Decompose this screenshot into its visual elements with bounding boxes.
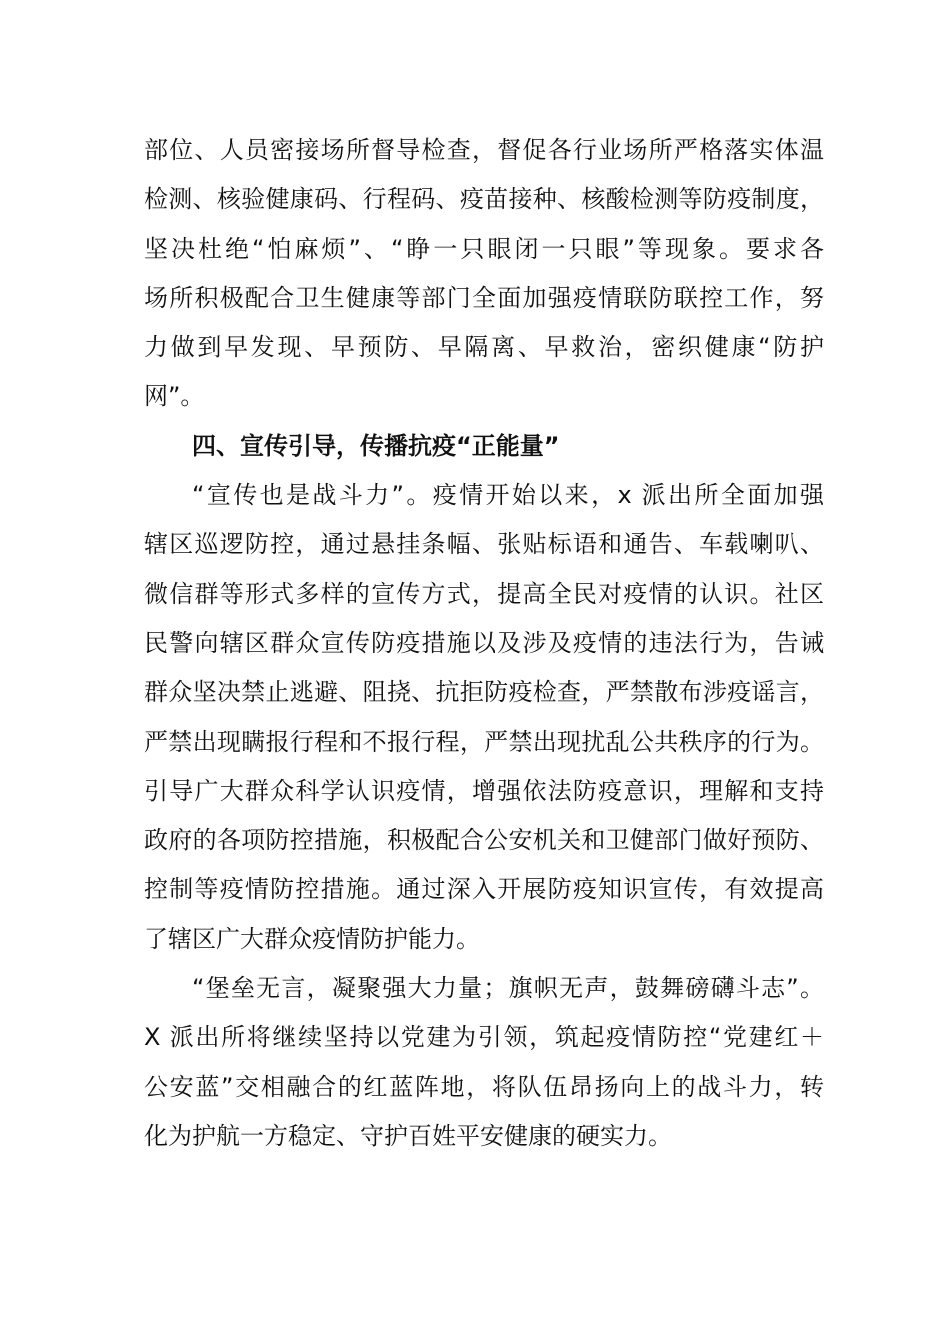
paragraph-line: “堡垒无言，凝聚强大力量；旗帜无声，鼓舞磅礴斗志”。 — [192, 974, 824, 1003]
paragraph-line: “宣传也是战斗力”。疫情开始以来，x 派出所全面加强 — [192, 481, 824, 510]
paragraph-line: 部位、人员密接场所督导检查，督促各行业场所严格落实体温 — [144, 136, 824, 164]
section-heading: 四、宣传引导，传播抗疫“正能量” — [192, 431, 560, 460]
paragraph-line: X 派出所将继续坚持以党建为引领，筑起疫情防控“党建红＋ — [144, 1023, 824, 1052]
paragraph-line: 公安蓝”交相融合的红蓝阵地，将队伍昂扬向上的战斗力，转 — [144, 1072, 824, 1101]
paragraph-line: 网”。 — [144, 382, 205, 411]
paragraph-line: 力做到早发现、早预防、早隔离、早救治，密织健康“防护 — [144, 333, 824, 362]
document-body — [144, 126, 824, 1161]
paragraph-line: 场所积极配合卫生健康等部门全面加强疫情联防联控工作，努 — [144, 283, 824, 312]
paragraph-line: 了辖区广大群众疫情防护能力。 — [144, 924, 480, 953]
paragraph-line: 微信群等形式多样的宣传方式，提高全民对疫情的认识。社区 — [144, 579, 824, 608]
paragraph-line: 控制等疫情防控措施。通过深入开展防疫知识宣传，有效提高 — [144, 875, 824, 904]
paragraph-line: 化为护航一方稳定、守护百姓平安健康的硬实力。 — [144, 1121, 672, 1150]
paragraph-line: 民警向辖区群众宣传防疫措施以及涉及疫情的违法行为，告诫 — [144, 628, 824, 657]
paragraph-line: 引导广大群众科学认识疫情，增强依法防疫意识，理解和支持 — [144, 776, 824, 805]
paragraph-line: 严禁出现瞒报行程和不报行程，严禁出现扰乱公共秩序的行为。 — [144, 727, 824, 756]
paragraph-line: 检测、核验健康码、行程码、疫苗接种、核酸检测等防疫制度， — [144, 185, 824, 214]
paragraph-line: 辖区巡逻防控，通过悬挂条幅、张贴标语和通告、车载喇叭、 — [144, 530, 824, 559]
paragraph-line: 政府的各项防控措施，积极配合公安机关和卫健部门做好预防、 — [144, 826, 824, 855]
paragraph-line: 坚决杜绝“怕麻烦”、“睁一只眼闭一只眼”等现象。要求各 — [144, 234, 824, 263]
paragraph-line: 群众坚决禁止逃避、阻挠、抗拒防疫检查，严禁散布涉疫谣言， — [144, 678, 824, 707]
